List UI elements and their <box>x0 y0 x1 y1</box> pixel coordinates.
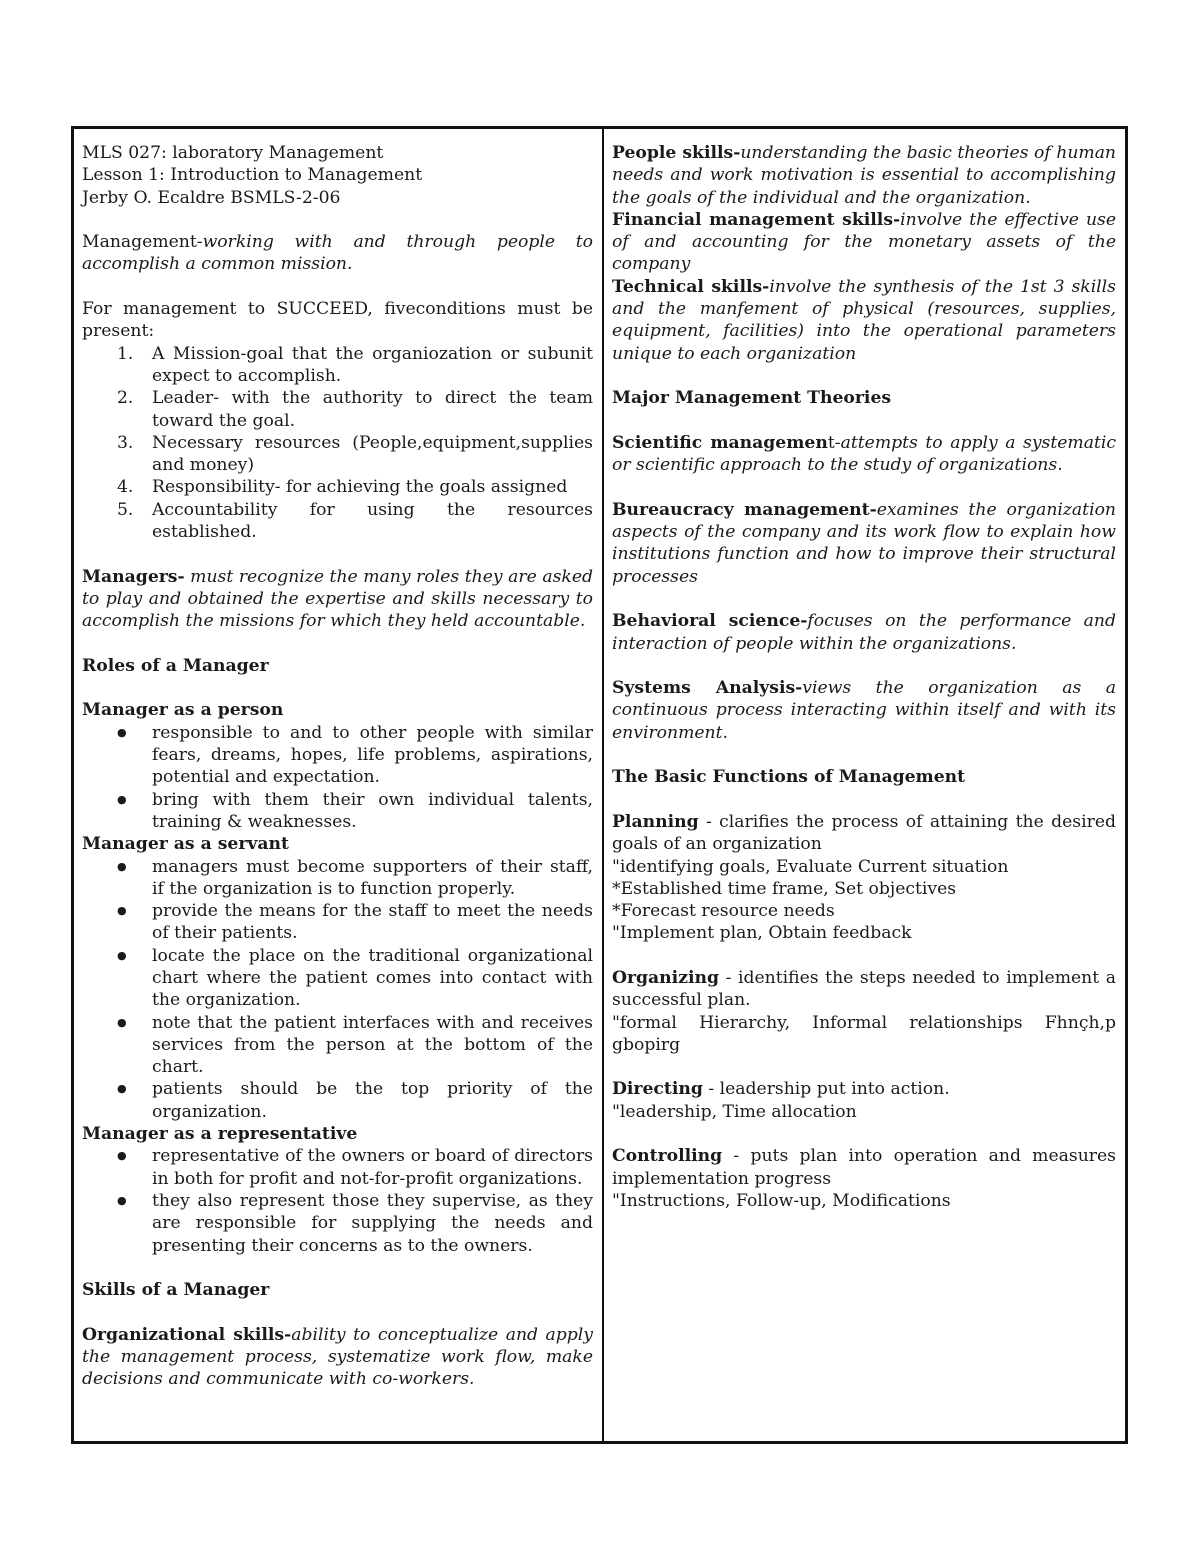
organizational-skills: Organizational skills-ability to conceptualize and apply the management process, systematize work flow, make decisions and communicate with co-workers. <box>82 1324 594 1390</box>
theories-heading: Major Management Theories <box>612 388 892 409</box>
person-list <box>82 722 593 833</box>
organizing-line: "formal Hierarchy, Informal relationships Fhnçh,p gbopirg <box>612 1012 1116 1055</box>
planning-line: "identifying goals, Evaluate Current situation <box>612 856 1009 877</box>
list-item: 4. Responsibility- for achieving the goals assigned <box>117 477 568 498</box>
list-item: ● bring with them their own individual talents, training & weaknesses. <box>152 789 593 834</box>
planning-line: *Established time frame, Set objectives <box>612 878 957 899</box>
list-item: ● patients should be the top priority of the organization. <box>152 1078 593 1123</box>
succeed-intro: For management to SUCCEED, fiveconditions must be present: <box>82 299 593 342</box>
list-item: ● locate the place on the traditional organizational chart where the patient comes into contact with the organization. <box>152 945 593 1012</box>
managers-definition: Managers- must recognize the many roles they are asked to play and obtained the expertise and skills necessary to accomplish the missions for which they held accountable. <box>82 566 593 632</box>
organizing-function: Organizing - identifies the steps needed to implement a successful plan. <box>612 967 1116 1011</box>
document-table <box>71 126 1128 1444</box>
representative-heading: Manager as a representative <box>82 1124 358 1145</box>
representative-list <box>82 1145 593 1256</box>
list-item: 1. A Mission-goal that the organiozation or subunit expect to accomplish. <box>117 343 593 386</box>
controlling-line: "Instructions, Follow-up, Modifications <box>612 1190 951 1211</box>
planning-function: Planning - clarifies the process of attaining the desired goals of an organization <box>612 811 1116 855</box>
directing-line: "leadership, Time allocation <box>612 1101 857 1122</box>
lesson-title: Lesson 1: Introduction to Management <box>82 165 423 186</box>
management-definition: Management-working with and through people to accomplish a common mission. <box>82 232 593 275</box>
course-title: MLS 027: laboratory Management <box>82 143 384 163</box>
roles-heading: Roles of a Manager <box>82 655 269 676</box>
controlling-function: Controlling - puts plan into operation and measures implementation progress <box>612 1146 1116 1189</box>
list-item: 2. Leader- with the authority to direct the team toward the goal. <box>117 388 593 431</box>
conditions-list <box>82 343 593 544</box>
behavioral-science: Behavioral science-focuses on the performance and interaction of people within the organizations. <box>612 611 1117 654</box>
systems-analysis: Systems Analysis-views the organization as a continuous process interacting within itself and with its environment. <box>612 678 1117 743</box>
list-item: 3. Necessary resources (People,equipment,supplies and money) <box>117 432 593 476</box>
list-item: ● managers must become supporters of their staff, if the organization is to function properly. <box>152 856 593 901</box>
bureaucracy-management: Bureaucracy management-examines the organization aspects of the company and its work flow to explain how institutions function and how to improve their structural processes <box>612 499 1117 587</box>
author-line: Jerby O. Ecaldre BSMLS-2-06 <box>82 187 341 208</box>
skills-heading: Skills of a Manager <box>82 1280 270 1301</box>
list-item: ● representative of the owners or board of directors in both for profit and not-for-profit organizations. <box>152 1145 593 1190</box>
right-column <box>604 129 1125 1441</box>
person-heading: Manager as a person <box>82 700 284 721</box>
list-item: ● provide the means for the staff to meet the needs of their patients. <box>152 900 593 945</box>
financial-skills: Financial management skills-involve the effective use of and accounting for the monetary assets of the company <box>612 209 1116 275</box>
servant-list <box>82 856 593 1124</box>
list-item: ● responsible to and to other people with similar fears, dreams, hopes, life problems, aspirations, potential and expectation. <box>152 722 593 789</box>
planning-line: "Implement plan, Obtain feedback <box>612 923 912 944</box>
left-column <box>74 129 604 1441</box>
servant-heading: Manager as a servant <box>82 834 289 855</box>
scientific-management: Scientific management-attempts to apply a systematic or scientific approach to the study of organizations. <box>612 432 1117 476</box>
list-item: ● they also represent those they supervise, as they are responsible for supplying the needs and presenting their concerns as to the owners. <box>152 1190 593 1257</box>
functions-heading: The Basic Functions of Management <box>612 767 966 788</box>
list-item: 5. Accountability for using the resources established. <box>117 499 593 543</box>
directing-function: Directing - leadership put into action. <box>612 1079 950 1100</box>
planning-line: *Forecast resource needs <box>612 901 835 922</box>
technical-skills: Technical skills-involve the synthesis of the 1st 3 skills and the manfement of physical (resources, supplies, equipment, facilities) into the operational parameters unique to each organization <box>612 276 1116 364</box>
list-item: ● note that the patient interfaces with and receives services from the person at the bottom of the chart. <box>152 1012 593 1079</box>
people-skills: People skills-understanding the basic theories of human needs and work motivation is essential to accomplishing the goals of the individual and the organization. <box>612 143 1117 208</box>
